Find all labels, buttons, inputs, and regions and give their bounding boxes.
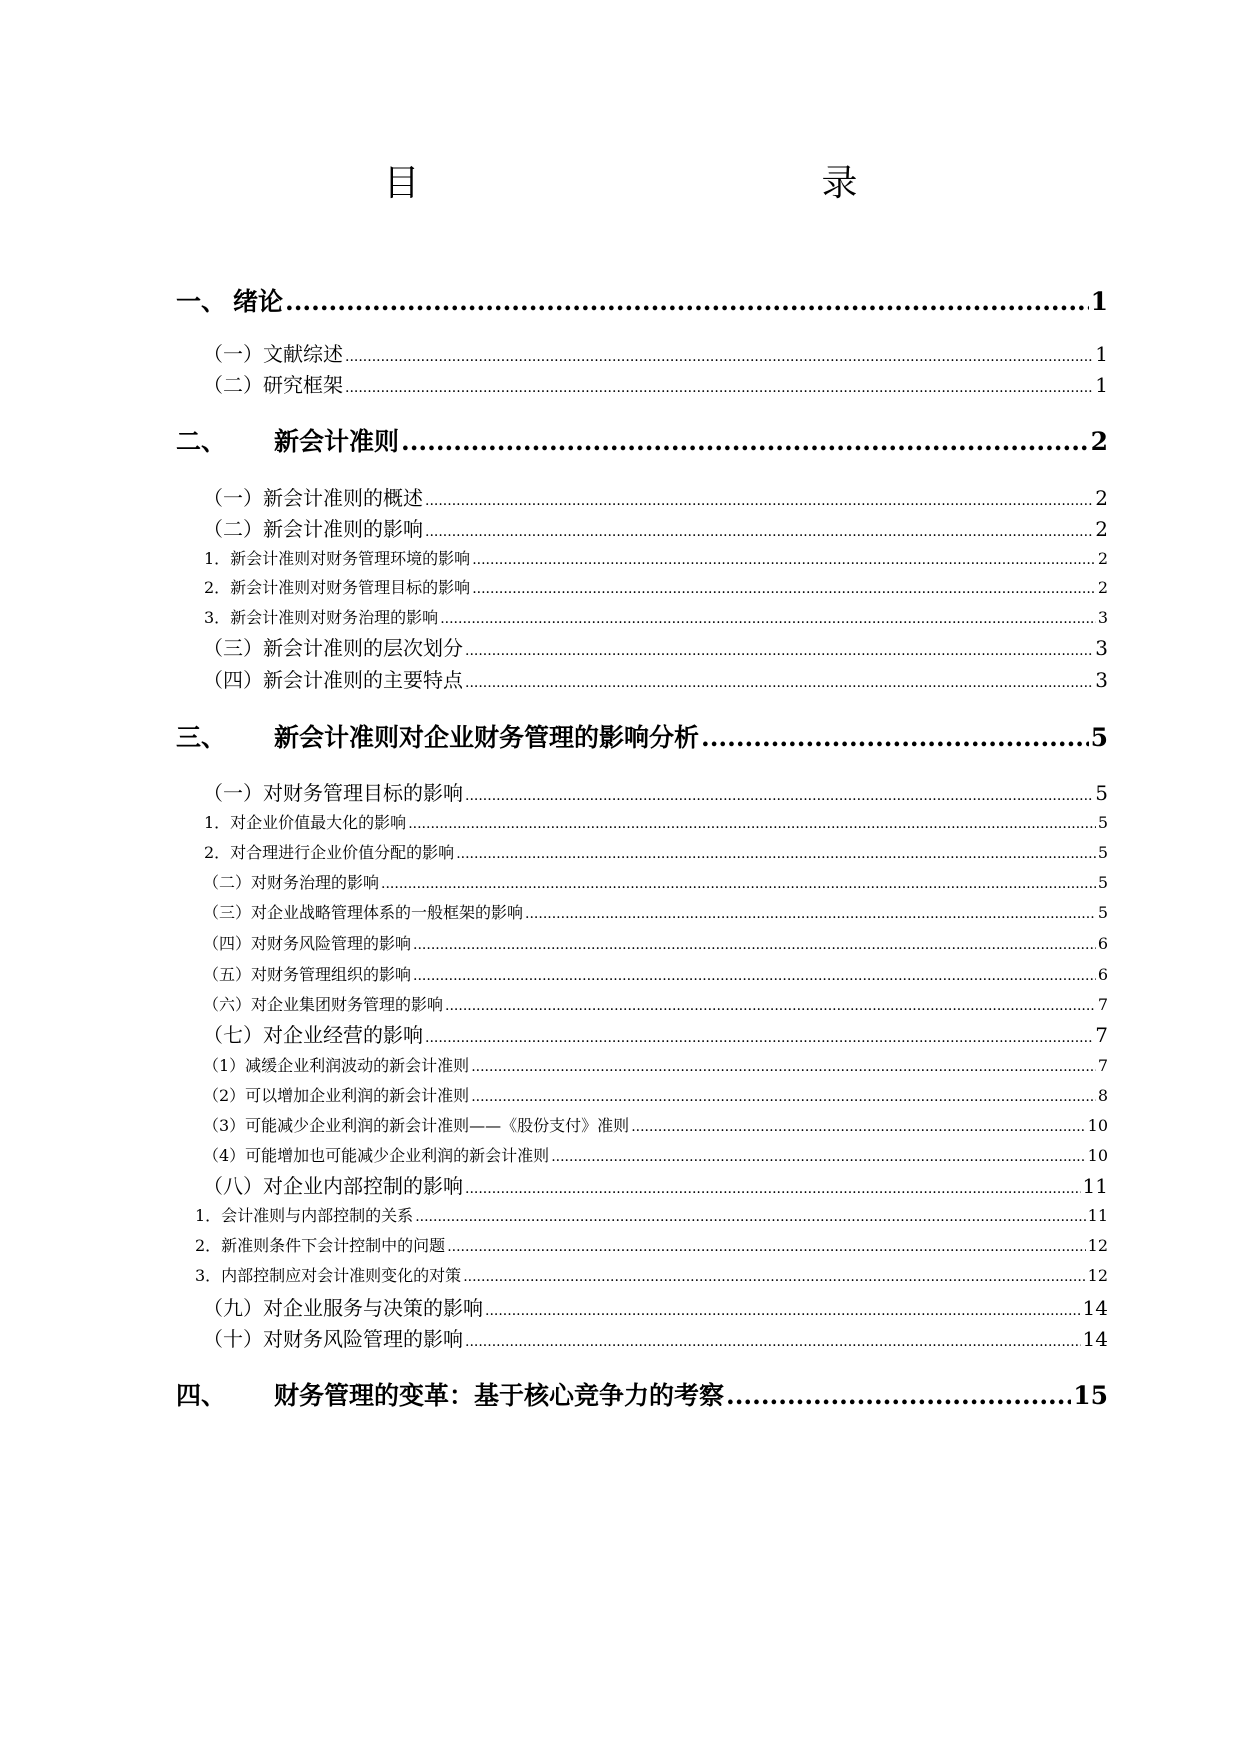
toc-entry[interactable]	[176, 282, 1108, 318]
toc-entry-label	[203, 1170, 463, 1199]
toc-entry-page-number: 12	[1087, 1236, 1108, 1255]
toc-entry-label	[204, 605, 438, 628]
toc-entry-label	[195, 1263, 461, 1286]
toc-entry[interactable]	[195, 1203, 1108, 1226]
toc-entry[interactable]	[203, 931, 1108, 954]
toc-leader-dots	[525, 906, 1096, 922]
toc-entry-number: 四、	[176, 1381, 227, 1410]
toc-entry-title: （3）可能减少企业利润的新会计准则——《股份支付》准则	[203, 1116, 630, 1135]
toc-entry-page-number: 10	[1087, 1116, 1108, 1135]
toc-entry[interactable]	[203, 369, 1108, 398]
toc-entry-label	[203, 870, 379, 893]
toc-entry-label	[176, 1376, 724, 1412]
toc-leader-dots	[447, 1239, 1085, 1255]
toc-entry[interactable]	[203, 632, 1108, 661]
toc-entry-title: （七）对企业经营的影响	[203, 1023, 423, 1047]
toc-leader-dots	[285, 287, 1089, 316]
toc-entry-label	[203, 1292, 483, 1321]
toc-entry-page-number: 2	[1095, 486, 1108, 510]
toc-entry[interactable]	[203, 513, 1108, 542]
toc-entry-label	[203, 513, 423, 542]
toc-entry-label	[203, 900, 523, 923]
toc-entry-page-number: 3	[1095, 668, 1108, 692]
toc-leader-dots	[413, 968, 1096, 984]
toc-entry-title: 1．会计准则与内部控制的关系	[195, 1206, 414, 1225]
toc-leader-dots	[408, 816, 1096, 832]
toc-entry-page-number: 5	[1097, 903, 1108, 922]
toc-entry-title: （1）减缓企业利润波动的新会计准则	[203, 1056, 470, 1075]
toc-entry-page-number: 12	[1087, 1266, 1108, 1285]
toc-entry[interactable]	[176, 1376, 1108, 1412]
toc-leader-dots	[440, 611, 1096, 627]
toc-leader-dots	[345, 380, 1093, 396]
toc-entry[interactable]	[203, 1170, 1108, 1199]
toc-leader-dots	[631, 1119, 1085, 1135]
toc-entry[interactable]	[195, 1263, 1108, 1286]
toc-entry-label	[203, 632, 463, 661]
toc-leader-dots	[425, 493, 1093, 509]
toc-entry-title: （4）可能增加也可能减少企业利润的新会计准则	[203, 1146, 550, 1165]
toc-entry-page-number: 7	[1097, 1056, 1108, 1075]
toc-leader-dots	[425, 524, 1093, 540]
toc-entry-label	[203, 664, 463, 693]
toc-entry[interactable]	[176, 422, 1108, 458]
toc-leader-dots	[345, 349, 1093, 365]
toc-entry[interactable]	[203, 777, 1108, 806]
toc-entry-number: 一、	[176, 287, 227, 316]
toc-entry[interactable]	[203, 992, 1108, 1015]
toc-entry[interactable]	[203, 1292, 1108, 1321]
toc-entry-label	[203, 338, 343, 367]
toc-leader-dots	[472, 581, 1096, 597]
toc-entry-page-number: 5	[1097, 813, 1108, 832]
toc-entry-page-number: 3	[1095, 636, 1108, 660]
toc-entry-title: （六）对企业集团财务管理的影响	[203, 995, 444, 1014]
toc-leader-dots	[401, 427, 1089, 456]
toc-entry-page-number: 8	[1097, 1086, 1108, 1105]
toc-leader-dots	[425, 1030, 1093, 1046]
toc-leader-dots	[485, 1303, 1081, 1319]
toc-entry-title: （四）对财务风险管理的影响	[203, 934, 412, 953]
toc-entry-page-number: 14	[1082, 1296, 1108, 1320]
toc-entry-label	[203, 931, 411, 954]
toc-entry-title: 1．新会计准则对财务管理环境的影响	[204, 549, 471, 568]
toc-entry[interactable]	[204, 575, 1108, 598]
toc-entry[interactable]	[204, 605, 1108, 628]
toc-leader-dots	[465, 1334, 1081, 1350]
toc-entry-title: （2）可以增加企业利润的新会计准则	[203, 1086, 470, 1105]
toc-entry-title: （二）对财务治理的影响	[203, 873, 380, 892]
toc-entry-title: （九）对企业服务与决策的影响	[203, 1296, 483, 1320]
toc-leader-dots	[381, 876, 1096, 892]
toc-entry-title: 2．对合理进行企业价值分配的影响	[204, 843, 455, 862]
toc-entry-title: （八）对企业内部控制的影响	[203, 1174, 463, 1198]
toc-entry-page-number: 11	[1087, 1206, 1108, 1225]
toc-entry-label	[203, 369, 343, 398]
toc-entry-title: 1．对企业价值最大化的影响	[204, 813, 407, 832]
toc-entry-title: 2．新准则条件下会计控制中的问题	[195, 1236, 446, 1255]
toc-entry-label	[203, 1053, 469, 1076]
toc-leader-dots	[456, 846, 1096, 862]
toc-entry-label	[195, 1233, 445, 1256]
toc-leader-dots	[415, 1209, 1085, 1225]
toc-entry-label	[203, 1323, 463, 1352]
toc-entry-label	[204, 546, 470, 569]
toc-leader-dots	[465, 643, 1093, 659]
toc-leader-dots	[471, 1059, 1096, 1075]
toc-entry[interactable]	[203, 962, 1108, 985]
toc-entry-title: （十）对财务风险管理的影响	[203, 1327, 463, 1351]
toc-entry-label	[204, 840, 454, 863]
toc-entry-title: （一）对财务管理目标的影响	[203, 781, 463, 805]
toc-entry-label	[176, 282, 283, 318]
toc-entry[interactable]	[203, 1323, 1108, 1352]
toc-entry[interactable]	[204, 810, 1108, 833]
toc-entry[interactable]	[204, 546, 1108, 569]
toc-entry-page-number: 2	[1090, 427, 1108, 456]
toc-leader-dots	[463, 1269, 1085, 1285]
toc-leader-dots	[726, 1381, 1071, 1410]
toc-entry-title: 新会计准则	[274, 427, 400, 456]
toc-entry-page-number: 10	[1087, 1146, 1108, 1165]
toc-leader-dots	[465, 788, 1093, 804]
toc-leader-dots	[472, 552, 1096, 568]
toc-entry-page-number: 5	[1090, 723, 1108, 752]
toc-entry-page-number: 2	[1097, 578, 1108, 597]
toc-entry[interactable]	[203, 664, 1108, 693]
toc-entry-page-number: 7	[1097, 995, 1108, 1014]
page-title: 目 录	[383, 163, 968, 204]
toc-entry-page-number: 5	[1095, 781, 1108, 805]
toc-leader-dots	[471, 1089, 1096, 1105]
toc-entry-page-number: 5	[1097, 843, 1108, 862]
toc-entry-title: 新会计准则对企业财务管理的影响分析	[274, 723, 700, 752]
toc-entry-page-number: 1	[1095, 373, 1108, 397]
toc-entry-title: （二）研究框架	[203, 373, 343, 397]
toc-entry[interactable]	[203, 482, 1108, 511]
toc-entry-title: （五）对财务管理组织的影响	[203, 965, 412, 984]
toc-entry[interactable]	[203, 1143, 1108, 1166]
toc-entry-label	[203, 482, 423, 511]
toc-entry-page-number: 2	[1095, 517, 1108, 541]
toc-entry-label	[203, 777, 463, 806]
toc-entry[interactable]	[204, 840, 1108, 863]
toc-leader-dots	[445, 998, 1096, 1014]
toc-entry-number: 二、	[176, 427, 227, 456]
toc-entry-page-number: 1	[1095, 342, 1108, 366]
toc-entry-label	[204, 810, 406, 833]
toc-entry-label	[203, 1019, 423, 1048]
toc-entry-label	[203, 992, 443, 1015]
toc-entry-title: 3．新会计准则对财务治理的影响	[204, 608, 439, 627]
toc-leader-dots	[701, 723, 1089, 752]
toc-entry-label	[176, 718, 699, 754]
toc-entry[interactable]	[203, 1019, 1108, 1048]
toc-entry[interactable]	[203, 338, 1108, 367]
toc-leader-dots	[413, 937, 1096, 953]
toc-entry-title: （一）文献综述	[203, 342, 343, 366]
toc-entry[interactable]	[203, 1053, 1108, 1076]
toc-entry-page-number: 6	[1097, 934, 1108, 953]
toc-entry-title: 2．新会计准则对财务管理目标的影响	[204, 578, 471, 597]
toc-entry-label	[203, 1113, 629, 1136]
toc-entry-title: 绪论	[233, 287, 284, 316]
toc-entry[interactable]	[176, 718, 1108, 754]
toc-entry-title: （四）新会计准则的主要特点	[203, 668, 463, 692]
toc-entry-number: 三、	[176, 723, 227, 752]
toc-entry[interactable]	[203, 1083, 1108, 1106]
toc-entry-page-number: 7	[1095, 1023, 1108, 1047]
toc-leader-dots	[465, 1181, 1081, 1197]
toc-entry-page-number: 2	[1097, 549, 1108, 568]
toc-entry[interactable]	[195, 1233, 1108, 1256]
toc-entry-page-number: 1	[1090, 287, 1108, 316]
toc-entry-page-number: 15	[1073, 1381, 1108, 1410]
toc-entry-title: （三）新会计准则的层次划分	[203, 636, 463, 660]
toc-entry-title: 3．内部控制应对会计准则变化的对策	[195, 1266, 462, 1285]
toc-entry-page-number: 3	[1097, 608, 1108, 627]
toc-entry-label	[195, 1203, 413, 1226]
toc-entry-page-number: 5	[1097, 873, 1108, 892]
toc-entry[interactable]	[203, 900, 1108, 923]
toc-entry-title: （二）新会计准则的影响	[203, 517, 423, 541]
toc-entry-page-number: 14	[1082, 1327, 1108, 1351]
toc-entry-label	[203, 1083, 469, 1106]
toc-leader-dots	[465, 675, 1093, 691]
toc-entry-label	[176, 422, 399, 458]
toc-entry-title: 财务管理的变革：基于核心竞争力的考察	[274, 1381, 725, 1410]
toc-entry-label	[203, 1143, 549, 1166]
toc-entry-title: （三）对企业战略管理体系的一般框架的影响	[203, 903, 524, 922]
toc-leader-dots	[551, 1149, 1085, 1165]
toc-entry-page-number: 11	[1082, 1174, 1108, 1198]
toc-entry-label	[204, 575, 470, 598]
toc-entry[interactable]	[203, 1113, 1108, 1136]
toc-entry-page-number: 6	[1097, 965, 1108, 984]
toc-entry-title: （一）新会计准则的概述	[203, 486, 423, 510]
toc-entry-label	[203, 962, 411, 985]
toc-entry[interactable]	[203, 870, 1108, 893]
